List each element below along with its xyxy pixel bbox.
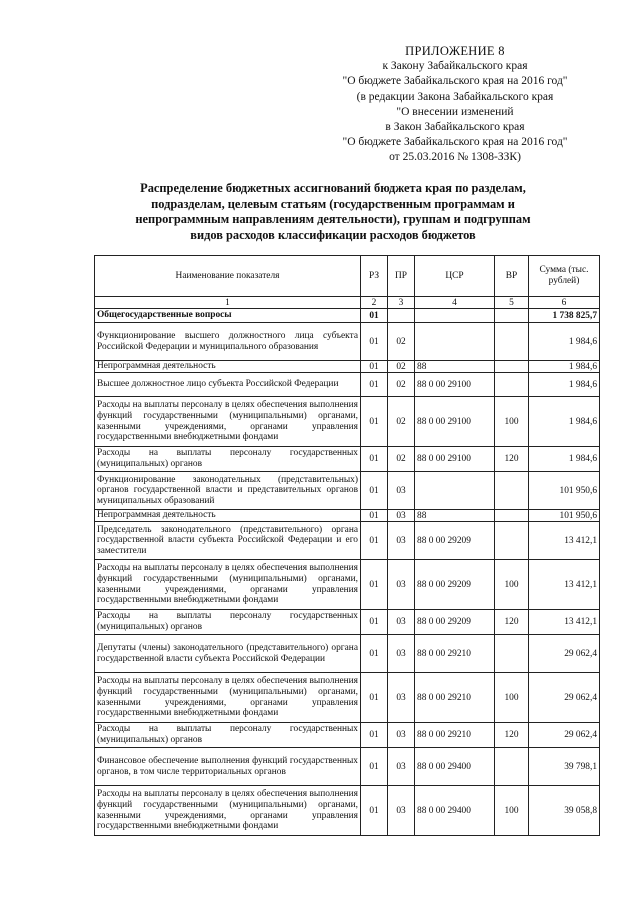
row-pr: 03 bbox=[388, 723, 415, 748]
row-rz: 01 bbox=[361, 786, 388, 836]
row-csr: 88 0 00 29209 bbox=[415, 522, 495, 560]
row-pr: 03 bbox=[388, 472, 415, 510]
row-sum: 101 950,6 bbox=[529, 472, 600, 510]
title-line: непрограммным направлениям деятельности), группам и подгруппам bbox=[135, 212, 531, 227]
budget-table bbox=[94, 255, 600, 836]
table-row bbox=[95, 472, 600, 510]
table-row bbox=[95, 309, 600, 323]
row-vr: 100 bbox=[495, 673, 529, 723]
row-sum: 1 984,6 bbox=[529, 361, 600, 373]
row-rz: 01 bbox=[361, 560, 388, 610]
row-name: Расходы на выплаты персоналу в целях обеспечения выполнения функций государственными (муниципальными) органами, казенными учреждениями, органами управления государственными внебюджетными фондами bbox=[95, 673, 361, 723]
row-rz: 01 bbox=[361, 723, 388, 748]
row-csr: 88 bbox=[415, 361, 495, 373]
row-rz: 01 bbox=[361, 309, 388, 323]
row-pr: 03 bbox=[388, 522, 415, 560]
row-csr: 88 0 00 29400 bbox=[415, 786, 495, 836]
column-number: 3 bbox=[388, 297, 415, 309]
row-pr: 03 bbox=[388, 673, 415, 723]
row-csr: 88 0 00 29100 bbox=[415, 447, 495, 472]
table-row bbox=[95, 786, 600, 836]
row-rz: 01 bbox=[361, 673, 388, 723]
row-sum: 1 984,6 bbox=[529, 323, 600, 361]
table-row bbox=[95, 560, 600, 610]
row-vr bbox=[495, 361, 529, 373]
row-name: Непрограммная деятельность bbox=[95, 361, 361, 373]
row-name: Председатель законодательного (представительного) органа государственной власти субъекта Российской Федерации и его заместители bbox=[95, 522, 361, 560]
row-pr: 03 bbox=[388, 786, 415, 836]
appendix-line: (в редакции Закона Забайкальского края bbox=[356, 90, 554, 103]
row-sum: 13 412,1 bbox=[529, 610, 600, 635]
header-name: Наименование показателя bbox=[95, 256, 361, 297]
table-row bbox=[95, 522, 600, 560]
table-row bbox=[95, 610, 600, 635]
column-number: 2 bbox=[361, 297, 388, 309]
row-vr bbox=[495, 748, 529, 786]
column-number: 6 bbox=[529, 297, 600, 309]
table-body bbox=[95, 309, 600, 836]
row-pr: 02 bbox=[388, 361, 415, 373]
row-name: Расходы на выплаты персоналу в целях обеспечения выполнения функций государственными (муниципальными) органами, казенными учреждениями, органами управления государственными внебюджетными фондами bbox=[95, 560, 361, 610]
appendix-line: "О бюджете Забайкальского края на 2016 год" bbox=[342, 75, 568, 88]
row-name: Депутаты (члены) законодательного (представительного) органа государственной власти субъекта Российской Федерации bbox=[95, 635, 361, 673]
table-row bbox=[95, 447, 600, 472]
row-rz: 01 bbox=[361, 635, 388, 673]
row-name: Финансовое обеспечение выполнения функций государственных органов, в том числе территориальных органов bbox=[95, 748, 361, 786]
header-pr: ПР bbox=[388, 256, 415, 297]
row-name: Высшее должностное лицо субъекта Российской Федерации bbox=[95, 373, 361, 397]
row-vr bbox=[495, 323, 529, 361]
row-rz: 01 bbox=[361, 510, 388, 522]
row-vr: 120 bbox=[495, 723, 529, 748]
row-vr: 120 bbox=[495, 447, 529, 472]
row-sum: 1 984,6 bbox=[529, 397, 600, 447]
row-pr: 02 bbox=[388, 323, 415, 361]
title-line: Распределение бюджетных ассигнований бюджета края по разделам, bbox=[140, 181, 526, 195]
row-rz: 01 bbox=[361, 447, 388, 472]
row-name: Расходы на выплаты персоналу в целях обеспечения выполнения функций государственными (муниципальными) органами, казенными учреждениями, органами управления государственными внебюджетными фондами bbox=[95, 786, 361, 836]
appendix-line: от 25.03.2016 № 1308-ЗЗК) bbox=[389, 151, 521, 164]
row-rz: 01 bbox=[361, 323, 388, 361]
row-name: Расходы на выплаты персоналу в целях обеспечения выполнения функций государственными (муниципальными) органами, казенными учреждениями, органами управления государственными внебюджетными фондами bbox=[95, 397, 361, 447]
row-csr: 88 0 00 29209 bbox=[415, 610, 495, 635]
row-vr: 120 bbox=[495, 610, 529, 635]
row-csr: 88 bbox=[415, 510, 495, 522]
table-row bbox=[95, 748, 600, 786]
row-vr: 100 bbox=[495, 560, 529, 610]
row-csr: 88 0 00 29210 bbox=[415, 673, 495, 723]
row-pr: 02 bbox=[388, 373, 415, 397]
column-number: 4 bbox=[415, 297, 495, 309]
row-vr bbox=[495, 373, 529, 397]
row-pr: 03 bbox=[388, 635, 415, 673]
table-row bbox=[95, 397, 600, 447]
row-rz: 01 bbox=[361, 610, 388, 635]
row-csr: 88 0 00 29210 bbox=[415, 635, 495, 673]
row-rz: 01 bbox=[361, 373, 388, 397]
row-csr: 88 0 00 29400 bbox=[415, 748, 495, 786]
row-pr: 02 bbox=[388, 447, 415, 472]
title-line: видов расходов классификации расходов бюджетов bbox=[190, 227, 476, 242]
row-vr bbox=[495, 522, 529, 560]
row-rz: 01 bbox=[361, 397, 388, 447]
row-csr: 88 0 00 29210 bbox=[415, 723, 495, 748]
row-sum: 13 412,1 bbox=[529, 522, 600, 560]
row-pr bbox=[388, 309, 415, 323]
row-name: Непрограммная деятельность bbox=[95, 510, 361, 522]
header-csr: ЦСР bbox=[415, 256, 495, 297]
row-rz: 01 bbox=[361, 748, 388, 786]
row-vr: 100 bbox=[495, 397, 529, 447]
row-sum: 1 738 825,7 bbox=[529, 309, 600, 323]
row-sum: 39 058,8 bbox=[529, 786, 600, 836]
table-header-row bbox=[95, 256, 600, 297]
row-pr: 02 bbox=[388, 397, 415, 447]
row-name: Функционирование законодательных (представительных) органов государственной власти и представительных органов муниципальных образований bbox=[95, 472, 361, 510]
row-csr: 88 0 00 29100 bbox=[415, 373, 495, 397]
row-csr bbox=[415, 309, 495, 323]
row-sum: 101 950,6 bbox=[529, 510, 600, 522]
appendix-line: к Закону Забайкальского края bbox=[382, 60, 528, 73]
row-rz: 01 bbox=[361, 472, 388, 510]
row-vr bbox=[495, 510, 529, 522]
row-sum: 13 412,1 bbox=[529, 560, 600, 610]
appendix-line: "О внесении изменений bbox=[396, 105, 514, 118]
table-row bbox=[95, 323, 600, 361]
row-sum: 39 798,1 bbox=[529, 748, 600, 786]
row-rz: 01 bbox=[361, 361, 388, 373]
row-name: Расходы на выплаты персоналу государственных (муниципальных) органов bbox=[95, 610, 361, 635]
table-row bbox=[95, 673, 600, 723]
column-number: 5 bbox=[495, 297, 529, 309]
table-row bbox=[95, 361, 600, 373]
header-sum: Сумма (тыс. рублей) bbox=[529, 256, 600, 297]
column-number: 1 bbox=[95, 297, 361, 309]
row-pr: 03 bbox=[388, 610, 415, 635]
row-sum: 29 062,4 bbox=[529, 635, 600, 673]
title-line: подразделам, целевым статьям (государственным программам и bbox=[151, 196, 515, 211]
column-number-row bbox=[95, 297, 600, 309]
appendix-line: "О бюджете Забайкальского края на 2016 год" bbox=[342, 136, 568, 149]
appendix-line: в Закон Забайкальского края bbox=[385, 121, 525, 134]
header-vr: ВР bbox=[495, 256, 529, 297]
row-name: Функционирование высшего должностного лица субъекта Российской Федерации и муниципального образования bbox=[95, 323, 361, 361]
row-sum: 29 062,4 bbox=[529, 673, 600, 723]
row-vr bbox=[495, 309, 529, 323]
table-row bbox=[95, 723, 600, 748]
row-vr bbox=[495, 635, 529, 673]
row-name: Общегосударственные вопросы bbox=[95, 309, 361, 323]
row-csr: 88 0 00 29100 bbox=[415, 397, 495, 447]
row-csr bbox=[415, 323, 495, 361]
row-vr: 100 bbox=[495, 786, 529, 836]
row-sum: 1 984,6 bbox=[529, 447, 600, 472]
row-csr bbox=[415, 472, 495, 510]
row-pr: 03 bbox=[388, 748, 415, 786]
appendix-block bbox=[330, 44, 580, 166]
row-name: Расходы на выплаты персоналу государственных (муниципальных) органов bbox=[95, 723, 361, 748]
document-title bbox=[98, 181, 568, 243]
row-sum: 1 984,6 bbox=[529, 373, 600, 397]
header-rz: РЗ bbox=[361, 256, 388, 297]
appendix-heading: ПРИЛОЖЕНИЕ 8 bbox=[405, 44, 505, 58]
table-row bbox=[95, 373, 600, 397]
row-pr: 03 bbox=[388, 510, 415, 522]
row-rz: 01 bbox=[361, 522, 388, 560]
row-name: Расходы на выплаты персоналу государственных (муниципальных) органов bbox=[95, 447, 361, 472]
table-row bbox=[95, 635, 600, 673]
table-row bbox=[95, 510, 600, 522]
row-sum: 29 062,4 bbox=[529, 723, 600, 748]
row-pr: 03 bbox=[388, 560, 415, 610]
row-vr bbox=[495, 472, 529, 510]
row-csr: 88 0 00 29209 bbox=[415, 560, 495, 610]
